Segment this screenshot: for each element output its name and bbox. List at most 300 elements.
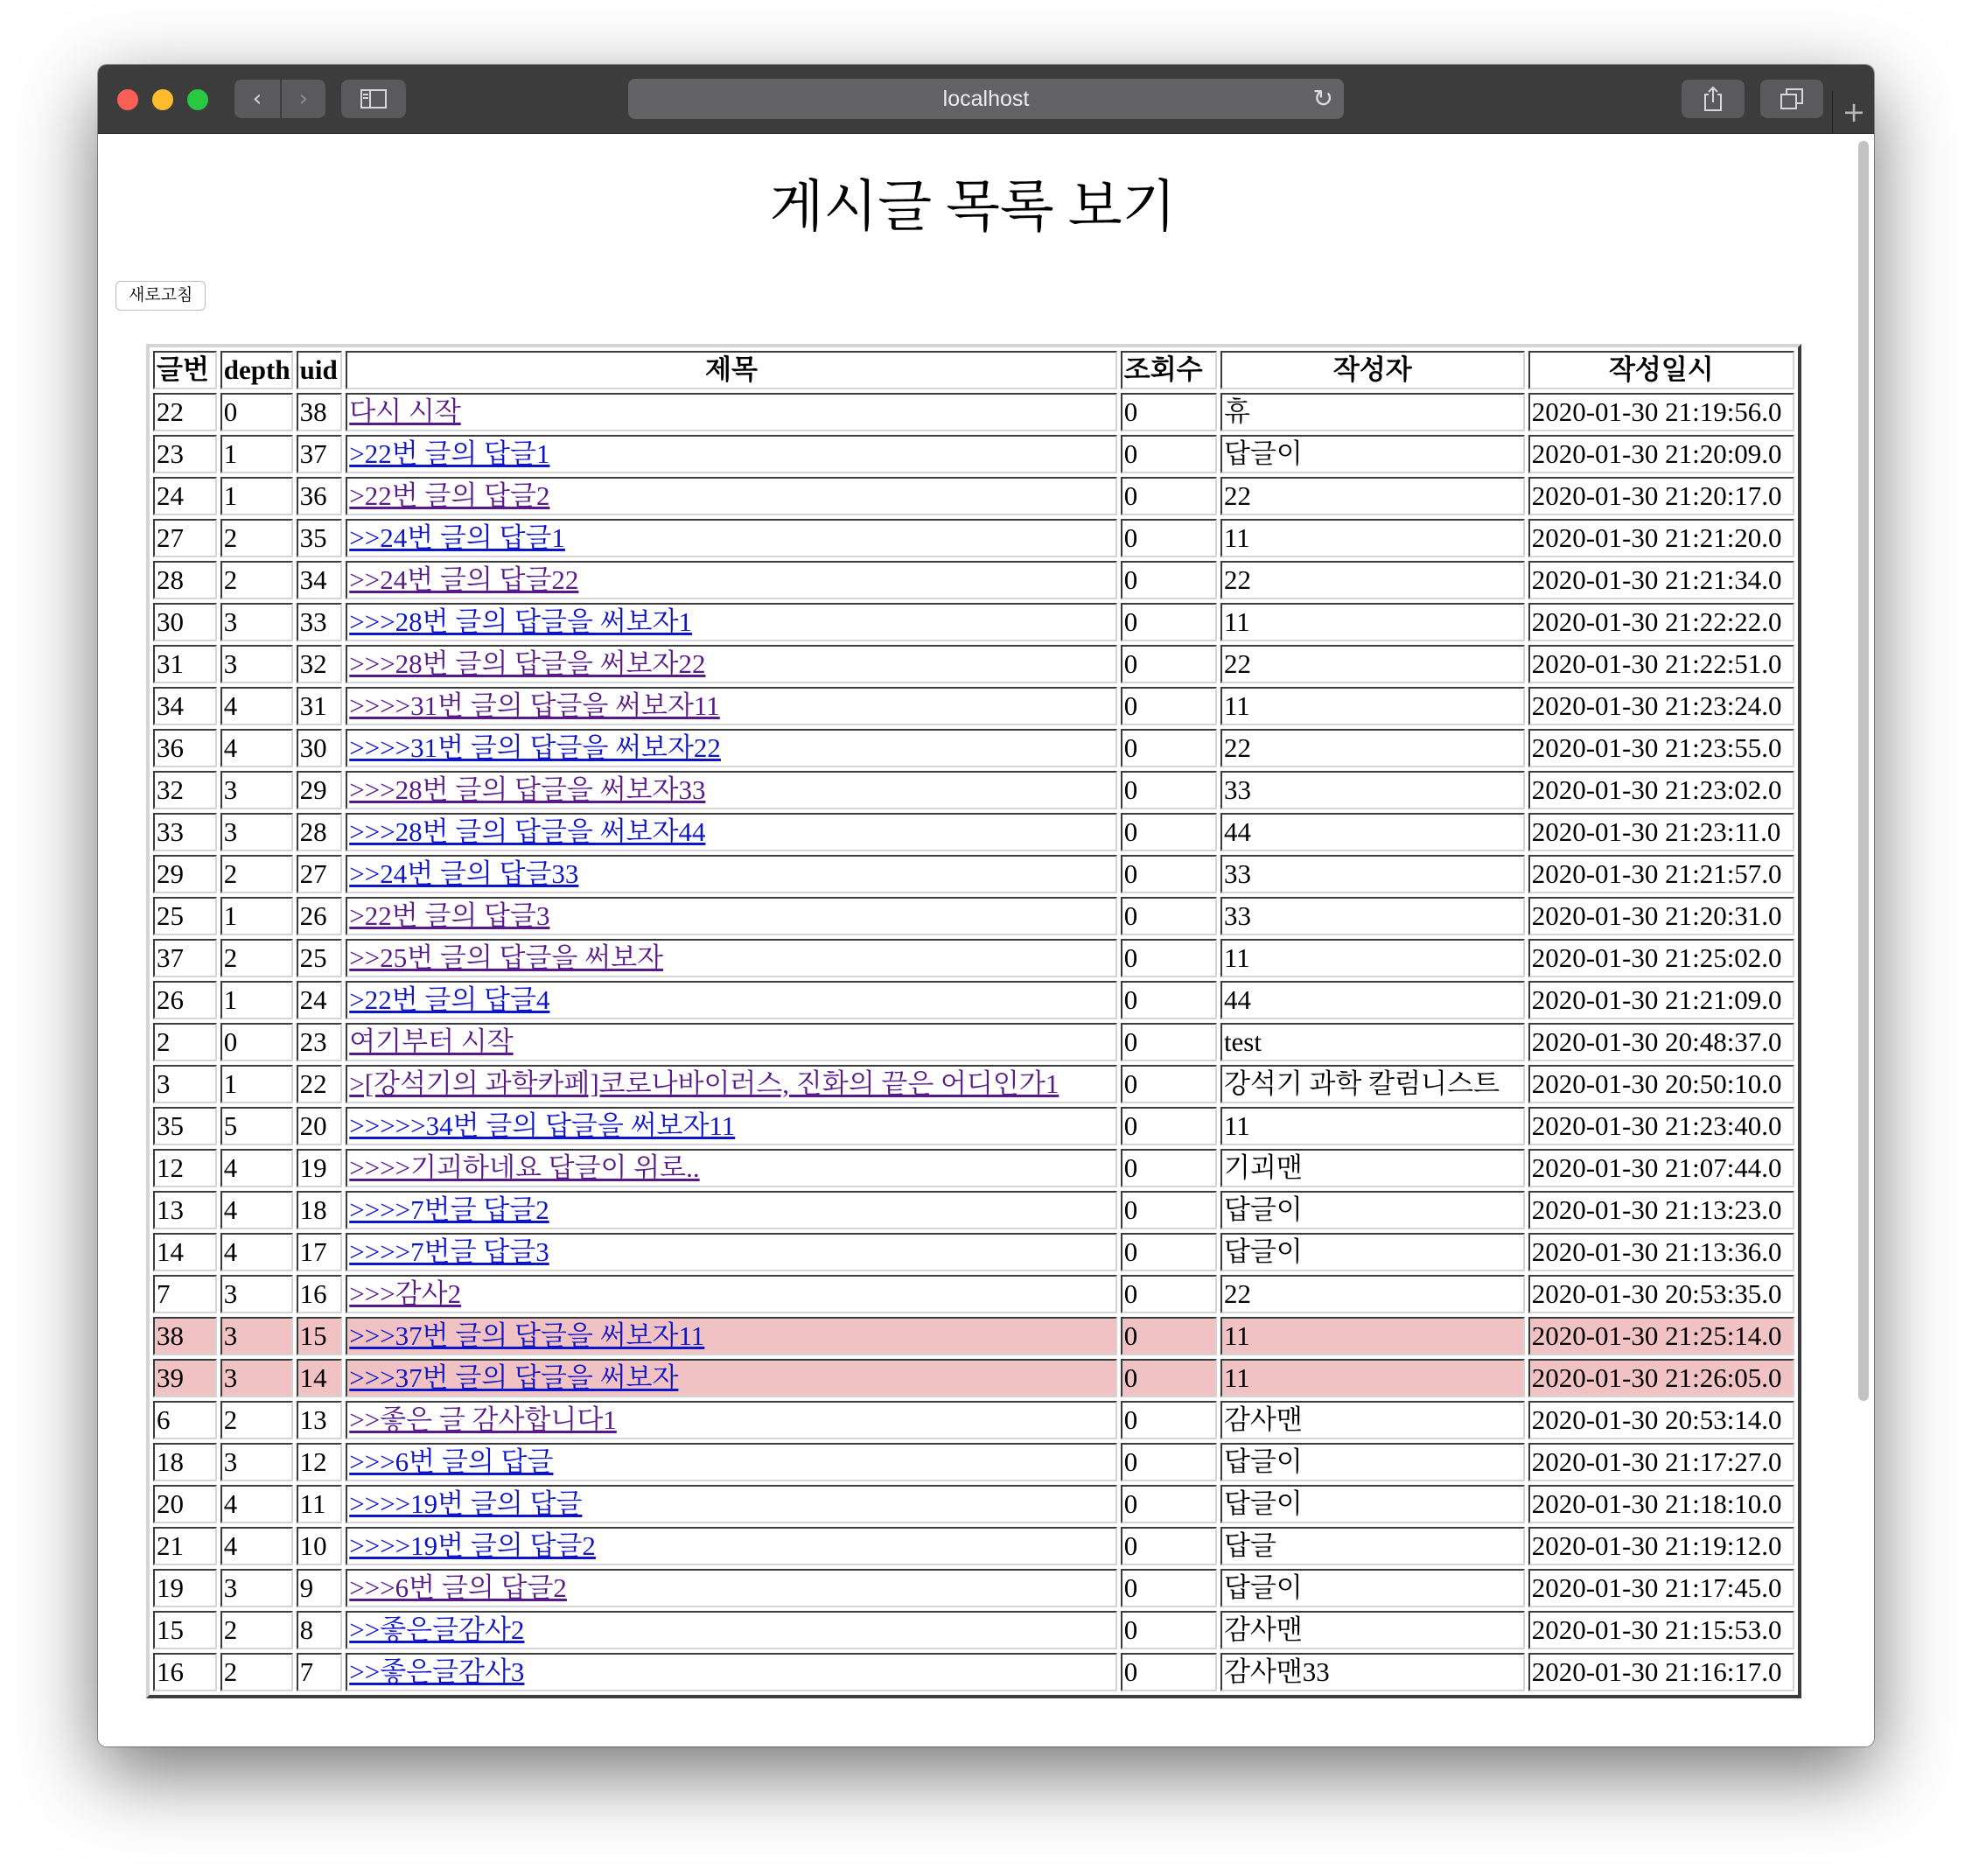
post-title-link[interactable]: >>24번 글의 답글22 — [349, 564, 579, 595]
cell-author: 답글 — [1220, 1527, 1525, 1565]
cell-views: 0 — [1121, 1443, 1217, 1481]
cell-uid: 17 — [297, 1233, 343, 1271]
table-row — [153, 1149, 1794, 1187]
cell-date: 2020-01-30 21:25:02.0 — [1528, 939, 1794, 977]
minimize-window-button[interactable] — [152, 89, 173, 110]
cell-date: 2020-01-30 21:23:11.0 — [1528, 813, 1794, 851]
cell-date: 2020-01-30 20:53:14.0 — [1528, 1401, 1794, 1439]
cell-uid: 18 — [297, 1191, 343, 1229]
table-row — [153, 1275, 1794, 1313]
cell-post-number: 36 — [153, 729, 217, 767]
post-title-link[interactable]: >>>>19번 글의 답글2 — [349, 1530, 596, 1561]
cell-views: 0 — [1121, 1569, 1217, 1607]
cell-title — [346, 645, 1117, 683]
cell-post-number: 21 — [153, 1527, 217, 1565]
cell-date: 2020-01-30 21:23:02.0 — [1528, 771, 1794, 809]
cell-uid: 12 — [297, 1443, 343, 1481]
table-row — [153, 1527, 1794, 1565]
plus-icon: + — [1842, 95, 1866, 129]
share-icon — [1703, 86, 1724, 112]
post-title-link[interactable]: >[강석기의 과학카페]코로나바이러스, 진화의 끝은 어디인가1 — [349, 1068, 1059, 1099]
cell-author: 11 — [1220, 1359, 1525, 1397]
table-row — [153, 1317, 1794, 1355]
sidebar-icon — [360, 89, 387, 108]
cell-date: 2020-01-30 21:17:27.0 — [1528, 1443, 1794, 1481]
post-title-link[interactable]: >>>>19번 글의 답글 — [349, 1488, 583, 1519]
cell-title — [346, 687, 1117, 725]
page-title: 게시글 목록 보기 — [769, 176, 1177, 238]
cell-date: 2020-01-30 20:48:37.0 — [1528, 1023, 1794, 1061]
cell-depth: 4 — [220, 1527, 293, 1565]
browser-toolbar — [98, 65, 1874, 134]
cell-depth: 4 — [220, 1149, 293, 1187]
cell-post-number: 3 — [153, 1065, 217, 1103]
cell-depth: 3 — [220, 1569, 293, 1607]
cell-depth: 3 — [220, 813, 293, 851]
post-title-link[interactable]: >>>6번 글의 답글2 — [349, 1572, 567, 1603]
cell-views: 0 — [1121, 1401, 1217, 1439]
post-title-link[interactable]: >22번 글의 답글2 — [349, 480, 550, 511]
cell-author: 22 — [1220, 1275, 1525, 1313]
close-window-button[interactable] — [117, 89, 138, 110]
cell-author: 답글이 — [1220, 435, 1525, 473]
cell-uid: 36 — [297, 477, 343, 515]
post-title-link[interactable]: >>>>7번글 답글3 — [349, 1236, 549, 1267]
cell-uid: 24 — [297, 981, 343, 1019]
cell-author: 감사맨33 — [1220, 1653, 1525, 1691]
cell-depth: 3 — [220, 1443, 293, 1481]
tabs-overview-icon — [1780, 88, 1803, 109]
zoom-window-button[interactable] — [187, 89, 208, 110]
cell-depth: 3 — [220, 1275, 293, 1313]
post-title-link[interactable]: >>>28번 글의 답글을 써보자33 — [349, 774, 706, 805]
cell-author: 답글이 — [1220, 1485, 1525, 1523]
table-row — [153, 435, 1794, 473]
cell-post-number: 12 — [153, 1149, 217, 1187]
cell-author: test — [1220, 1023, 1525, 1061]
cell-depth: 4 — [220, 687, 293, 725]
cell-date: 2020-01-30 21:21:34.0 — [1528, 561, 1794, 599]
cell-views: 0 — [1121, 1149, 1217, 1187]
cell-uid: 20 — [297, 1107, 343, 1145]
cell-depth: 4 — [220, 729, 293, 767]
cell-views: 0 — [1121, 1611, 1217, 1649]
cell-title — [346, 1317, 1117, 1355]
cell-date: 2020-01-30 21:21:57.0 — [1528, 855, 1794, 893]
cell-views: 0 — [1121, 1485, 1217, 1523]
cell-depth: 1 — [220, 477, 293, 515]
cell-post-number: 6 — [153, 1401, 217, 1439]
cell-depth: 2 — [220, 939, 293, 977]
cell-title — [346, 435, 1117, 473]
cell-title — [346, 1485, 1117, 1523]
cell-depth: 4 — [220, 1485, 293, 1523]
cell-date: 2020-01-30 21:23:24.0 — [1528, 687, 1794, 725]
post-title-link[interactable]: >>>>31번 글의 답글을 써보자11 — [349, 690, 720, 721]
cell-title — [346, 561, 1117, 599]
tabs-overview-button[interactable] — [1760, 80, 1823, 118]
sidebar-button[interactable] — [341, 80, 406, 118]
post-title-link[interactable]: >22번 글의 답글3 — [349, 900, 550, 931]
cell-date: 2020-01-30 20:50:10.0 — [1528, 1065, 1794, 1103]
table-row — [153, 771, 1794, 809]
cell-post-number: 25 — [153, 897, 217, 935]
cell-views: 0 — [1121, 1233, 1217, 1271]
cell-views: 0 — [1121, 1275, 1217, 1313]
cell-depth: 3 — [220, 1359, 293, 1397]
cell-author: 33 — [1220, 855, 1525, 893]
cell-uid: 23 — [297, 1023, 343, 1061]
cell-uid: 13 — [297, 1401, 343, 1439]
share-button[interactable] — [1682, 80, 1745, 118]
cell-views: 0 — [1121, 855, 1217, 893]
cell-author: 감사맨 — [1220, 1401, 1525, 1439]
cell-depth: 4 — [220, 1233, 293, 1271]
cell-uid: 31 — [297, 687, 343, 725]
cell-author: 강석기 과학 칼럼니스트 — [1220, 1065, 1525, 1103]
cell-date: 2020-01-30 21:22:22.0 — [1528, 603, 1794, 641]
cell-depth: 2 — [220, 1401, 293, 1439]
cell-post-number: 24 — [153, 477, 217, 515]
cell-title — [346, 1611, 1117, 1649]
table-row — [153, 687, 1794, 725]
table-row — [153, 939, 1794, 977]
cell-date: 2020-01-30 21:20:17.0 — [1528, 477, 1794, 515]
post-title-link[interactable]: 여기부터 시작 — [349, 1026, 514, 1057]
table-row — [153, 855, 1794, 893]
cell-author: 11 — [1220, 939, 1525, 977]
cell-depth: 2 — [220, 561, 293, 599]
column-header-depth: depth — [220, 351, 293, 389]
post-title-link[interactable]: >>>>>34번 글의 답글을 써보자11 — [349, 1110, 736, 1141]
post-title-link[interactable]: >>좋은글감사3 — [349, 1656, 525, 1687]
cell-views: 0 — [1121, 939, 1217, 977]
cell-uid: 15 — [297, 1317, 343, 1355]
cell-author: 감사맨 — [1220, 1611, 1525, 1649]
post-title-link[interactable]: >>좋은 글 감사합니다1 — [349, 1404, 617, 1435]
cell-author: 11 — [1220, 1317, 1525, 1355]
cell-post-number: 32 — [153, 771, 217, 809]
cell-uid: 34 — [297, 561, 343, 599]
post-title-link[interactable]: >>좋은글감사2 — [349, 1614, 525, 1645]
cell-date: 2020-01-30 21:17:45.0 — [1528, 1569, 1794, 1607]
cell-post-number: 28 — [153, 561, 217, 599]
cell-date: 2020-01-30 21:21:09.0 — [1528, 981, 1794, 1019]
cell-author: 11 — [1220, 519, 1525, 557]
column-header-num: 글번 — [153, 351, 217, 389]
cell-depth: 2 — [220, 1611, 293, 1649]
cell-date: 2020-01-30 21:18:10.0 — [1528, 1485, 1794, 1523]
post-title-link[interactable]: >>>6번 글의 답글 — [349, 1446, 554, 1477]
cell-depth: 1 — [220, 981, 293, 1019]
cell-post-number: 7 — [153, 1275, 217, 1313]
cell-depth: 0 — [220, 393, 293, 431]
cell-date: 2020-01-30 21:20:31.0 — [1528, 897, 1794, 935]
cell-author: 44 — [1220, 813, 1525, 851]
forward-button[interactable] — [282, 80, 325, 118]
cell-views: 0 — [1121, 1107, 1217, 1145]
cell-title — [346, 1359, 1117, 1397]
cell-title — [346, 477, 1117, 515]
cell-uid: 25 — [297, 939, 343, 977]
cell-uid: 38 — [297, 393, 343, 431]
cell-post-number: 14 — [153, 1233, 217, 1271]
cell-post-number: 39 — [153, 1359, 217, 1397]
cell-views: 0 — [1121, 1653, 1217, 1691]
cell-post-number: 18 — [153, 1443, 217, 1481]
cell-post-number: 29 — [153, 855, 217, 893]
post-list-table — [146, 344, 1801, 1698]
cell-author: 33 — [1220, 771, 1525, 809]
cell-author: 22 — [1220, 729, 1525, 767]
chevron-right-icon: › — [298, 86, 309, 112]
page-content — [98, 134, 1874, 1746]
cell-author: 22 — [1220, 645, 1525, 683]
cell-post-number: 19 — [153, 1569, 217, 1607]
cell-date: 2020-01-30 21:19:12.0 — [1528, 1527, 1794, 1565]
cell-date: 2020-01-30 21:20:09.0 — [1528, 435, 1794, 473]
cell-post-number: 34 — [153, 687, 217, 725]
post-title-link[interactable]: >>>37번 글의 답글을 써보자 — [349, 1362, 679, 1393]
cell-date: 2020-01-30 21:07:44.0 — [1528, 1149, 1794, 1187]
url-text: localhost — [942, 87, 1030, 111]
cell-post-number: 26 — [153, 981, 217, 1019]
post-title-link[interactable]: >>25번 글의 답글을 써보자 — [349, 942, 663, 973]
cell-views: 0 — [1121, 603, 1217, 641]
cell-post-number: 30 — [153, 603, 217, 641]
cell-date: 2020-01-30 21:23:40.0 — [1528, 1107, 1794, 1145]
cell-views: 0 — [1121, 393, 1217, 431]
post-title-link[interactable]: >>>28번 글의 답글을 써보자44 — [349, 816, 706, 847]
cell-title — [346, 939, 1117, 977]
cell-depth: 4 — [220, 1191, 293, 1229]
cell-views: 0 — [1121, 771, 1217, 809]
post-title-link[interactable]: >22번 글의 답글4 — [349, 984, 550, 1015]
cell-author: 기괴맨 — [1220, 1149, 1525, 1187]
cell-depth: 2 — [220, 1653, 293, 1691]
cell-uid: 14 — [297, 1359, 343, 1397]
cell-author: 11 — [1220, 687, 1525, 725]
table-row — [153, 1233, 1794, 1271]
cell-title — [346, 1443, 1117, 1481]
cell-title — [346, 1527, 1117, 1565]
table-row — [153, 1611, 1794, 1649]
cell-views: 0 — [1121, 561, 1217, 599]
post-title-link[interactable]: 다시 시작 — [349, 396, 461, 427]
cell-title — [346, 1233, 1117, 1271]
cell-uid: 19 — [297, 1149, 343, 1187]
cell-views: 0 — [1121, 1527, 1217, 1565]
column-header-views: 조회수 — [1121, 351, 1217, 389]
column-header-author: 작성자 — [1220, 351, 1525, 389]
cell-uid: 22 — [297, 1065, 343, 1103]
cell-depth: 3 — [220, 771, 293, 809]
cell-uid: 27 — [297, 855, 343, 893]
post-title-link[interactable]: >>>>기괴하네요 답글이 위로.. — [349, 1152, 700, 1183]
cell-author: 휴 — [1220, 393, 1525, 431]
cell-post-number: 38 — [153, 1317, 217, 1355]
cell-depth: 1 — [220, 435, 293, 473]
cell-post-number: 15 — [153, 1611, 217, 1649]
cell-views: 0 — [1121, 477, 1217, 515]
table-row — [153, 561, 1794, 599]
cell-title — [346, 1107, 1117, 1145]
vertical-scrollbar[interactable] — [1858, 141, 1869, 1401]
cell-title — [346, 813, 1117, 851]
cell-author: 답글이 — [1220, 1191, 1525, 1229]
table-header-row — [153, 351, 1794, 389]
cell-post-number: 37 — [153, 939, 217, 977]
cell-views: 0 — [1121, 1317, 1217, 1355]
cell-uid: 9 — [297, 1569, 343, 1607]
back-button[interactable] — [234, 80, 280, 118]
cell-date: 2020-01-30 21:16:17.0 — [1528, 1653, 1794, 1691]
cell-post-number: 35 — [153, 1107, 217, 1145]
cell-views: 0 — [1121, 813, 1217, 851]
cell-title — [346, 1065, 1117, 1103]
table-row — [153, 897, 1794, 935]
cell-uid: 28 — [297, 813, 343, 851]
cell-date: 2020-01-30 21:26:05.0 — [1528, 1359, 1794, 1397]
cell-views: 0 — [1121, 981, 1217, 1019]
cell-uid: 16 — [297, 1275, 343, 1313]
chevron-left-icon: ‹ — [252, 86, 262, 112]
cell-post-number: 2 — [153, 1023, 217, 1061]
column-header-date: 작성일시 — [1528, 351, 1794, 389]
cell-title — [346, 393, 1117, 431]
cell-date: 2020-01-30 21:19:56.0 — [1528, 393, 1794, 431]
post-title-link[interactable]: >>>>7번글 답글2 — [349, 1194, 549, 1225]
cell-date: 2020-01-30 20:53:35.0 — [1528, 1275, 1794, 1313]
post-title-link[interactable]: >>>37번 글의 답글을 써보자11 — [349, 1320, 705, 1351]
cell-views: 0 — [1121, 435, 1217, 473]
cell-uid: 32 — [297, 645, 343, 683]
cell-depth: 3 — [220, 1317, 293, 1355]
cell-depth: 1 — [220, 1065, 293, 1103]
cell-author: 11 — [1220, 603, 1525, 641]
refresh-button[interactable]: 새로고침 — [115, 281, 206, 311]
cell-views: 0 — [1121, 1359, 1217, 1397]
cell-title — [346, 603, 1117, 641]
cell-title — [346, 771, 1117, 809]
post-title-link[interactable]: >>>28번 글의 답글을 써보자22 — [349, 648, 706, 679]
table-row — [153, 645, 1794, 683]
cell-depth: 0 — [220, 1023, 293, 1061]
cell-uid: 33 — [297, 603, 343, 641]
table-row — [153, 1191, 1794, 1229]
cell-author: 11 — [1220, 1107, 1525, 1145]
cell-uid: 26 — [297, 897, 343, 935]
cell-title — [346, 1569, 1117, 1607]
cell-author: 33 — [1220, 897, 1525, 935]
cell-views: 0 — [1121, 1065, 1217, 1103]
table-row — [153, 393, 1794, 431]
cell-views: 0 — [1121, 687, 1217, 725]
cell-title — [346, 1275, 1117, 1313]
cell-post-number: 22 — [153, 393, 217, 431]
cell-title — [346, 1401, 1117, 1439]
cell-views: 0 — [1121, 729, 1217, 767]
cell-depth: 1 — [220, 897, 293, 935]
post-title-link[interactable]: >>>감사2 — [349, 1278, 462, 1309]
cell-title — [346, 1653, 1117, 1691]
cell-post-number: 16 — [153, 1653, 217, 1691]
table-row — [153, 1485, 1794, 1523]
cell-uid: 30 — [297, 729, 343, 767]
cell-author: 답글이 — [1220, 1443, 1525, 1481]
cell-post-number: 33 — [153, 813, 217, 851]
cell-uid: 35 — [297, 519, 343, 557]
cell-depth: 3 — [220, 645, 293, 683]
cell-author: 22 — [1220, 561, 1525, 599]
cell-uid: 37 — [297, 435, 343, 473]
cell-title — [346, 1023, 1117, 1061]
cell-date: 2020-01-30 21:23:55.0 — [1528, 729, 1794, 767]
cell-uid: 11 — [297, 1485, 343, 1523]
cell-title — [346, 897, 1117, 935]
cell-date: 2020-01-30 21:13:36.0 — [1528, 1233, 1794, 1271]
cell-author: 44 — [1220, 981, 1525, 1019]
cell-author: 답글이 — [1220, 1233, 1525, 1271]
table-row — [153, 1401, 1794, 1439]
table-row — [153, 477, 1794, 515]
cell-uid: 7 — [297, 1653, 343, 1691]
cell-uid: 29 — [297, 771, 343, 809]
cell-views: 0 — [1121, 1191, 1217, 1229]
cell-date: 2020-01-30 21:13:23.0 — [1528, 1191, 1794, 1229]
cell-author: 답글이 — [1220, 1569, 1525, 1607]
cell-title — [346, 1191, 1117, 1229]
post-title-link[interactable]: >>24번 글의 답글1 — [349, 522, 565, 553]
cell-depth: 2 — [220, 855, 293, 893]
cell-views: 0 — [1121, 519, 1217, 557]
cell-depth: 5 — [220, 1107, 293, 1145]
table-row — [153, 729, 1794, 767]
reload-icon[interactable]: ↻ — [1312, 84, 1333, 113]
post-title-link[interactable]: >>>28번 글의 답글을 써보자1 — [349, 606, 692, 637]
cell-title — [346, 981, 1117, 1019]
cell-views: 0 — [1121, 645, 1217, 683]
column-header-title: 제목 — [346, 351, 1117, 389]
post-title-link[interactable]: >>24번 글의 답글33 — [349, 858, 579, 889]
cell-date: 2020-01-30 21:15:53.0 — [1528, 1611, 1794, 1649]
cell-uid: 8 — [297, 1611, 343, 1649]
table-row — [153, 603, 1794, 641]
cell-post-number: 23 — [153, 435, 217, 473]
cell-views: 0 — [1121, 1023, 1217, 1061]
address-bar[interactable] — [628, 79, 1344, 119]
column-header-uid: uid — [297, 351, 343, 389]
table-row — [153, 981, 1794, 1019]
table-row — [153, 1023, 1794, 1061]
new-tab-button[interactable] — [1832, 91, 1874, 133]
cell-title — [346, 729, 1117, 767]
table-row — [153, 1107, 1794, 1145]
cell-depth: 3 — [220, 603, 293, 641]
cell-views: 0 — [1121, 897, 1217, 935]
post-title-link[interactable]: >>>>31번 글의 답글을 써보자22 — [349, 732, 721, 763]
table-row — [153, 1569, 1794, 1607]
cell-depth: 2 — [220, 519, 293, 557]
post-list-body — [153, 393, 1794, 1691]
cell-date: 2020-01-30 21:21:20.0 — [1528, 519, 1794, 557]
table-row — [153, 1443, 1794, 1481]
post-title-link[interactable]: >22번 글의 답글1 — [349, 438, 550, 469]
cell-post-number: 31 — [153, 645, 217, 683]
cell-post-number: 20 — [153, 1485, 217, 1523]
cell-author: 22 — [1220, 477, 1525, 515]
table-row — [153, 1653, 1794, 1691]
